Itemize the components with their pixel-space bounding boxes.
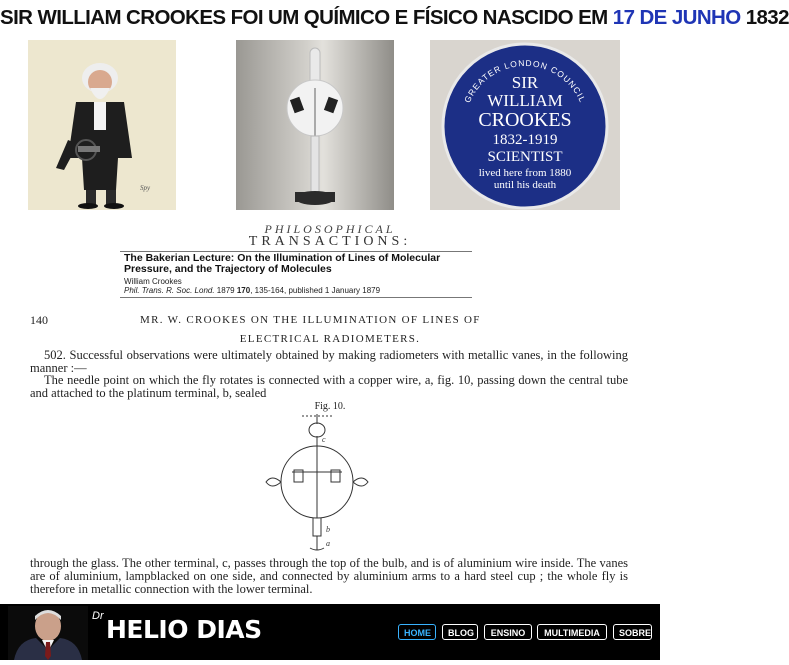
divider: [120, 297, 472, 298]
avatar: [8, 606, 88, 660]
page-number: 140: [30, 313, 48, 327]
figure-label: Fig. 10.: [314, 401, 346, 412]
ref-year: 1879: [216, 286, 235, 295]
headline-date: 17 DE JUNHO: [612, 6, 741, 29]
brand-prefix: Dr: [92, 610, 104, 622]
fig-letter-a: a: [326, 539, 330, 548]
plaque-line-1: SIR: [511, 73, 539, 92]
plaque-line-6: lived here from 1880: [478, 167, 572, 179]
ref-volume: 170: [236, 286, 251, 295]
portrait-signature: Spy: [140, 184, 151, 192]
plaque-line-7: until his death: [493, 179, 557, 191]
lecture-author: William Crookes: [124, 277, 182, 286]
page-header: MR. W. CROOKES ON THE ILLUMINATION OF LINES OF: [140, 314, 481, 326]
headline-year: 1832: [740, 6, 789, 29]
site-footer-bar: [0, 604, 660, 660]
plaque-line-3: CROOKES: [478, 109, 572, 131]
figure-10-diagram: [252, 412, 382, 554]
paragraph-needle: The needle point on which the fly rotates is connected with a copper wire, a, fig. 10, passing down the central tube and attached to the platinum terminal, b, sealed: [30, 373, 628, 400]
nav-multimedia-button[interactable]: MULTIMEDIA: [537, 624, 607, 640]
brand-logo[interactable]: HELIO DIAS: [106, 615, 262, 644]
nav-ensino-button[interactable]: ENSINO: [484, 624, 532, 640]
ref-journal: Phil. Trans. R. Soc. Lond.: [124, 286, 215, 295]
lecture-title: The Bakerian Lecture: On the Illumination of Lines of Molecular Pressure, and the Trajectory of Molecules: [124, 252, 441, 275]
portrait-image: [28, 40, 176, 210]
plaque-line-2: WILLIAM: [487, 91, 563, 110]
blue-plaque-image: [430, 40, 620, 210]
nav-blog-button[interactable]: BLOG: [442, 624, 478, 640]
nav-home-button[interactable]: HOME: [398, 624, 436, 640]
fig-letter-c: c: [322, 435, 326, 444]
fig-letter-b: b: [326, 525, 330, 534]
nav-sobre-button[interactable]: SOBRE: [613, 624, 652, 640]
plaque-line-5: SCIENTIST: [487, 149, 563, 165]
radiometer-image: [236, 40, 394, 210]
paragraph-glass: through the glass. The other terminal, c, passes through the top of the bulb, and is of aluminium wire inside. The vanes are of aluminium, lampblacked on one side, and connected by aluminium arms to a hard steel cup ; the whole fly is therefore in metallic connection with the lower terminal.: [30, 556, 628, 596]
journal-title-line1: PHILOSOPHICAL: [264, 222, 396, 236]
headline: [0, 6, 789, 30]
plaque-line-4: 1832-1919: [492, 132, 558, 148]
plaque-ring-text: GREATER LONDON COUNCIL: [462, 57, 588, 105]
ref-rest: , 135-164, published 1 January 1879: [250, 286, 381, 295]
paragraph-502: 502. Successful observations were ultimately obtained by making radiometers with metallic vanes, in the following manner :—: [30, 348, 628, 375]
lecture-reference: [124, 286, 380, 295]
section-header: ELECTRICAL RADIOMETERS.: [239, 333, 421, 345]
journal-title-line2: TRANSACTIONS:: [248, 234, 412, 249]
headline-text: SIR WILLIAM CROOKES FOI UM QUÍMICO E FÍSICO NASCIDO EM: [0, 6, 613, 29]
